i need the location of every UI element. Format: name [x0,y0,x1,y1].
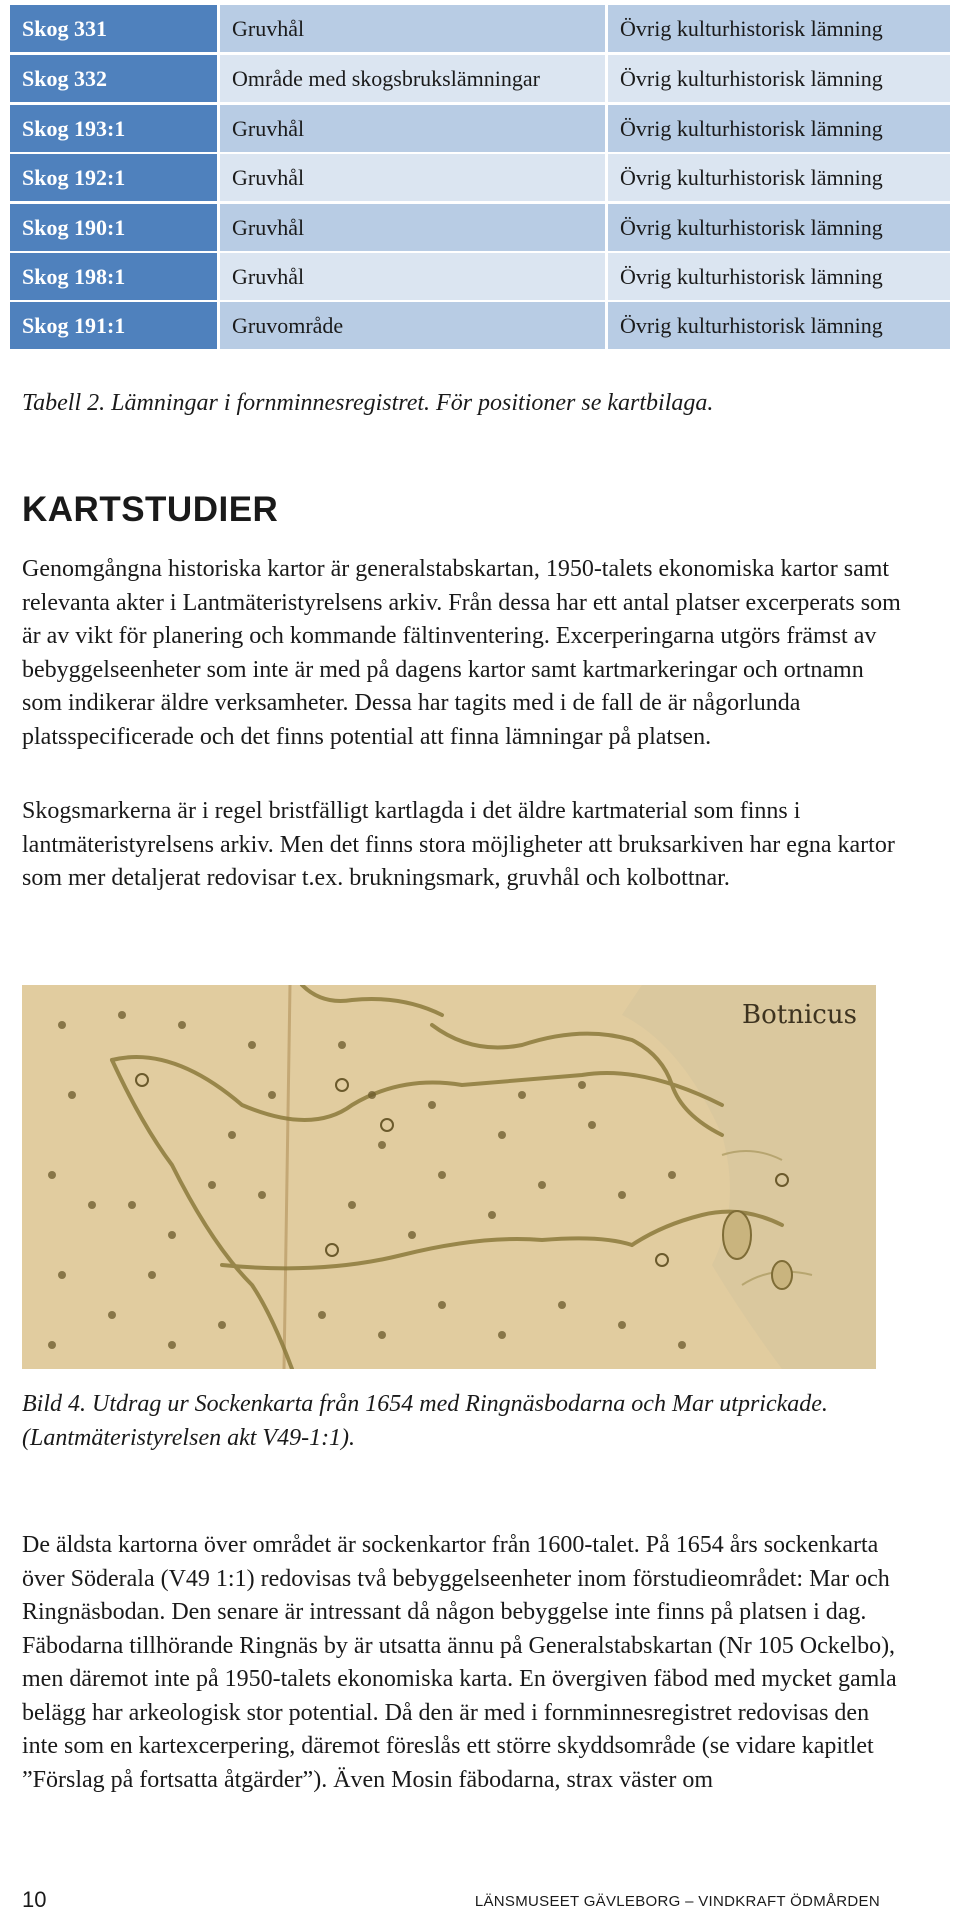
table-cell-type: Gruvhål [220,253,605,300]
table-cell-id: Skog 192:1 [10,154,217,201]
body-paragraph: De äldsta kartorna över området är sockenkartor från 1600-talet. På 1654 års sockenkarta över Söderala (V49 1:1) redovisas två bebyggelseenheter inom förstudieområdet: Mar och Ringnäsbodan. Den senare är intressant då någon bebyggelse inte finns på platsen i dag. Fäbodarna tillhörande Ringnäs by är utsatta ännu på Generalstabskartan (Nr 105 Ockelbo), men däremot inte på 1950-talets ekonomiska karta. En övergiven fäbod med mycket gamla belägg har arkeologisk stor potential. Då den är med i fornminnesregistret redovisas den inte som en kartexcerpering, däremot föreslås ett större skyddsområde (se vidare kapitlet ”Förslag på fortsatta åtgärder”). Även Mosin fäbodarna, strax väster om [22,1532,897,1793]
map-label: Botnicus [742,1000,857,1030]
table-cell-type: Område med skogsbrukslämningar [220,55,605,102]
table-cell-status: Övrig kulturhistorisk lämning [608,105,950,152]
table-row [10,105,950,152]
body-paragraph: Genomgångna historiska kartor är generalstabskartan, 1950-talets ekonomiska kartor samt relevanta akter i Lantmäteristyrelsens arkiv. Från dessa har ett antal platser excerperats som är av vikt för planering och kommande fältinventering. Excerperingarna utgörs främst av bebyggelseenheter som inte är med på dagens kartor samt kartmarkeringar och ortnamn som indikerar äldre verksamheter. Dessa har tagits med i de fall de är någorlunda platsspecificerade och det finns potential att finna lämningar på platsen. [22,556,901,750]
table-cell-type: Gruvhål [220,105,605,152]
table-cell-status: Övrig kulturhistorisk lämning [608,204,950,251]
table-cell-type: Gruvhål [220,5,605,52]
footer-organization: LÄNSMUSEET GÄVLEBORG – VINDKRAFT ÖDMÅRDEN [474,1893,880,1910]
table-row [10,154,950,201]
table-cell-status: Övrig kulturhistorisk lämning [608,154,950,201]
table-row [10,55,950,102]
table-cell-id: Skog 190:1 [10,204,217,251]
table-cell-id: Skog 331 [10,5,217,52]
table-cell-id: Skog 198:1 [10,253,217,300]
historical-map-image [22,985,876,1369]
table-cell-status: Övrig kulturhistorisk lämning [608,253,950,300]
page-number: 10 [22,1887,47,1912]
image-caption: Bild 4. Utdrag ur Sockenkarta från 1654 med Ringnäsbodarna och Mar utprickade.(Lantmäteristyrelsen akt V49-1:1). [22,1391,828,1451]
table-cell-status: Övrig kulturhistorisk lämning [608,5,950,52]
table-row [10,302,950,349]
table-cell-type: Gruvområde [220,302,605,349]
body-paragraph: Skogsmarkerna är i regel bristfälligt kartlagda i det äldre kartmaterial som finns i lantmäteristyrelsens arkiv. Men det finns stora möjligheter att bruksarkiven har egna kartor som mer detaljerat redovisar t.ex. brukningsmark, gruvhål och kolbottnar. [22,798,895,891]
table-cell-type: Gruvhål [220,154,605,201]
table-cell-type: Gruvhål [220,204,605,251]
table-row [10,253,950,300]
table-cell-status: Övrig kulturhistorisk lämning [608,55,950,102]
table-row [10,204,950,251]
table-cell-id: Skog 191:1 [10,302,217,349]
table-caption: Tabell 2. Lämningar i fornminnesregistret. För positioner se kartbilaga. [22,390,714,416]
table-cell-id: Skog 332 [10,55,217,102]
table-row [10,5,950,52]
table-cell-id: Skog 193:1 [10,105,217,152]
section-heading: KARTSTUDIER [22,490,279,529]
table-cell-status: Övrig kulturhistorisk lämning [608,302,950,349]
